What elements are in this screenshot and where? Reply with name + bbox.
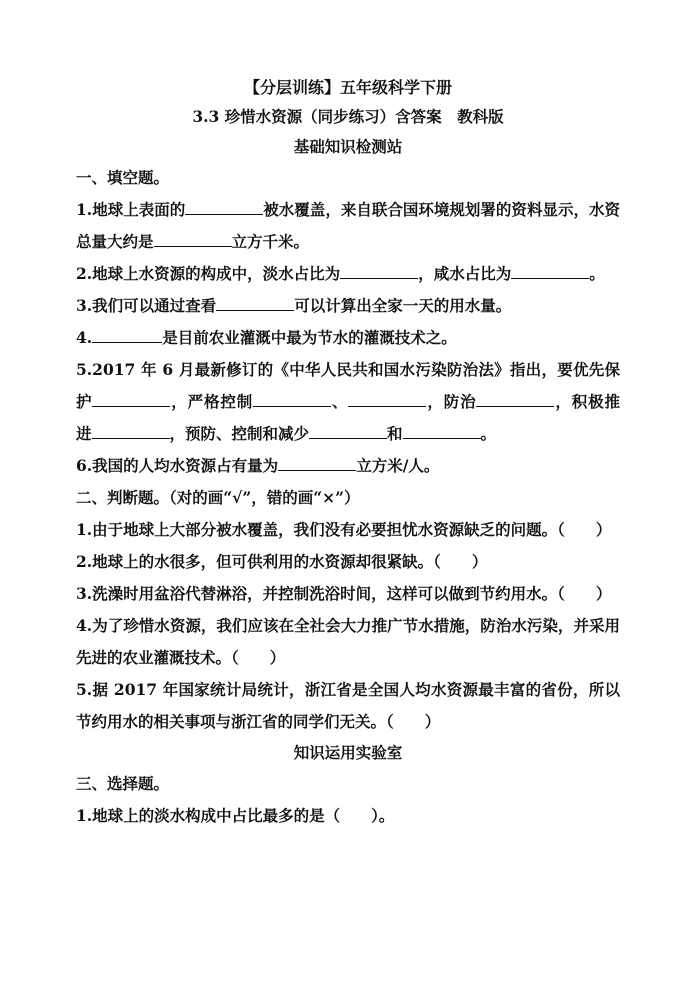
q5-text-d: ，防治 [426, 392, 477, 411]
choice-question-1: 1.地球上的淡水构成中占比最多的是（ ）。 [76, 806, 395, 825]
answer-blank[interactable] [92, 328, 162, 343]
answer-blank[interactable] [92, 392, 170, 407]
answer-blank[interactable] [253, 392, 331, 407]
q5-text-a: 5.2017 年 6 月最新修订的《中华人民共和国水污染防治法》指出，要优先保护 [76, 360, 620, 411]
section-title-basic: 基础知识检测站 [293, 137, 403, 156]
part3-heading: 三、选择题。 [76, 774, 170, 793]
q5-text-f: ，预防、控制和减少 [169, 424, 310, 443]
part1-heading: 一、填空题。 [76, 168, 170, 187]
judge-question-3: 3.洗澡时用盆浴代替淋浴，并控制洗浴时间，这样可以做到节约用水。（ ） [76, 584, 612, 603]
fill-question-1 [76, 194, 620, 258]
answer-blank[interactable] [278, 456, 356, 471]
q3-text-a: 3.我们可以通过查看 [76, 296, 217, 315]
answer-blank[interactable] [403, 424, 481, 439]
fill-question-3 [76, 290, 620, 322]
answer-blank[interactable] [185, 200, 263, 215]
fill-question-5 [76, 354, 620, 450]
answer-blank[interactable] [340, 264, 418, 279]
answer-blank[interactable] [154, 232, 232, 247]
q5-text-e: ，积极推进 [76, 392, 620, 443]
q5-text-c: 、 [331, 392, 349, 411]
q1-text-b: 被水覆盖，来自联合国环境规划署的资料显示，水资总量大约是 [76, 200, 620, 251]
q5-text-h: 。 [480, 424, 497, 443]
judge-question-1: 1.由于地球上大部分被水覆盖，我们没有必要担忧水资源缺乏的问题。（ ） [76, 520, 612, 539]
answer-blank[interactable] [309, 424, 387, 439]
fill-question-6 [76, 450, 620, 482]
q2-text-c: 。 [589, 264, 605, 283]
answer-blank[interactable] [92, 424, 170, 439]
judge-question-2: 2.地球上的水很多，但可供利用的水资源却很紧缺。（ ） [76, 552, 488, 571]
section-title-application: 知识运用实验室 [293, 743, 403, 762]
judge-question-5: 5.据 2017 年国家统计局统计，浙江省是全国人均水资源最丰富的省份，所以节约用水的相关事项与浙江省的同学们无关。（ ） [76, 680, 620, 731]
answer-blank[interactable] [216, 296, 294, 311]
q4-text-b: 是目前农业灌溉中最为节水的灌溉技术之。 [162, 328, 457, 347]
fill-question-4 [76, 322, 620, 354]
answer-blank[interactable] [476, 392, 554, 407]
judge-question-4: 4.为了珍惜水资源，我们应该在全社会大力推广节水措施，防治水污染，并采用先进的农业灌溉技术。（ ） [76, 616, 620, 667]
answer-blank[interactable] [511, 264, 589, 279]
q2-text-a: 2.地球上水资源的构成中，淡水占比为 [76, 264, 341, 283]
q4-text-a: 4. [76, 328, 93, 347]
q5-text-b: ，严格控制 [170, 392, 254, 411]
q3-text-b: 可以计算出全家一天的用水量。 [294, 296, 512, 315]
part2-heading: 二、判断题。（对的画“√”，错的画“×”） [76, 488, 360, 507]
q5-text-g: 和 [387, 424, 403, 443]
document-subtitle: 3.3 珍惜水资源（同步练习）含答案 教科版 [192, 107, 504, 126]
q2-text-b: ，咸水占比为 [418, 264, 512, 283]
q6-text-b: 立方米/人。 [356, 456, 440, 475]
q6-text-a: 6.我国的人均水资源占有量为 [76, 456, 279, 475]
q1-text-a: 1.地球上表面的 [76, 200, 186, 219]
fill-question-2 [76, 258, 620, 290]
answer-blank[interactable] [348, 392, 426, 407]
q1-text-c: 立方千米。 [231, 232, 310, 251]
document-title: 【分层训练】五年级科学下册 [243, 78, 452, 97]
